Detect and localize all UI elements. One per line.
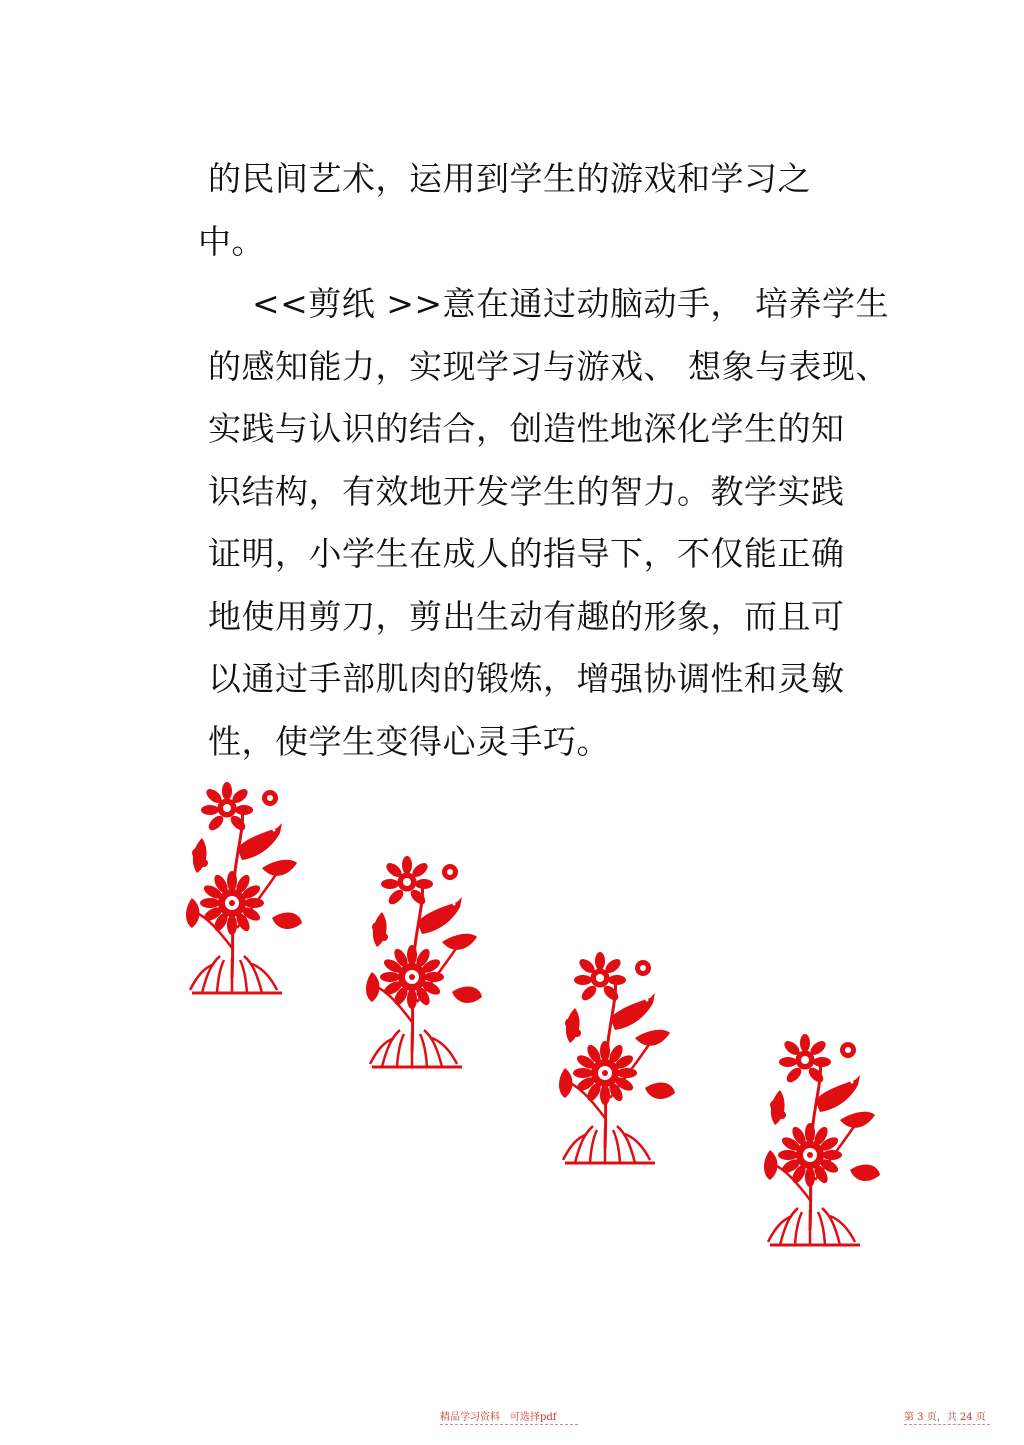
footer-page-number: 第 3 页，共 24 页 — [904, 1412, 986, 1423]
text-line-7: 证明，小学生在成人的指导下，不仅能正确 — [208, 534, 845, 573]
footer-divider-left — [440, 1424, 578, 1425]
footer-left-text: 精品学习资料 可选择pdf — [440, 1412, 557, 1423]
text-line-10: 性，使学生变得心灵手巧。 — [208, 721, 610, 761]
text-line-6: 识结构，有效地开发学生的智力。教学实践 — [208, 471, 845, 511]
flower-bird-papercut-icon — [362, 852, 486, 1072]
text-line-9: 以通过手部肌肉的锻炼，增强协调性和灵敏 — [208, 659, 845, 698]
flower-bird-papercut-icon — [555, 948, 679, 1168]
text-line-4: 的感知能力，实现学习与游戏、 想象与表现、 — [208, 346, 889, 386]
papercut-image-2 — [362, 852, 486, 1072]
text-line-8: 地使用剪刀，剪出生动有趣的形象，而且可 — [208, 596, 845, 636]
text-line-5: 实践与认识的结合，创造性地深化学生的知 — [208, 409, 845, 448]
text-line-2: 中。 — [198, 221, 265, 261]
papercut-image-1 — [182, 778, 306, 998]
body-text — [198, 148, 890, 773]
flower-bird-papercut-icon — [760, 1030, 884, 1250]
text-line-3: <<剪纸 >>意在通过动脑动手， 培养学生 — [208, 284, 890, 323]
papercut-image-3 — [555, 948, 679, 1168]
footer-divider-right — [904, 1424, 990, 1425]
flower-bird-papercut-icon — [182, 778, 306, 998]
papercut-image-4 — [760, 1030, 884, 1250]
text-line-1: 的民间艺术，运用到学生的游戏和学习之 — [208, 159, 811, 198]
